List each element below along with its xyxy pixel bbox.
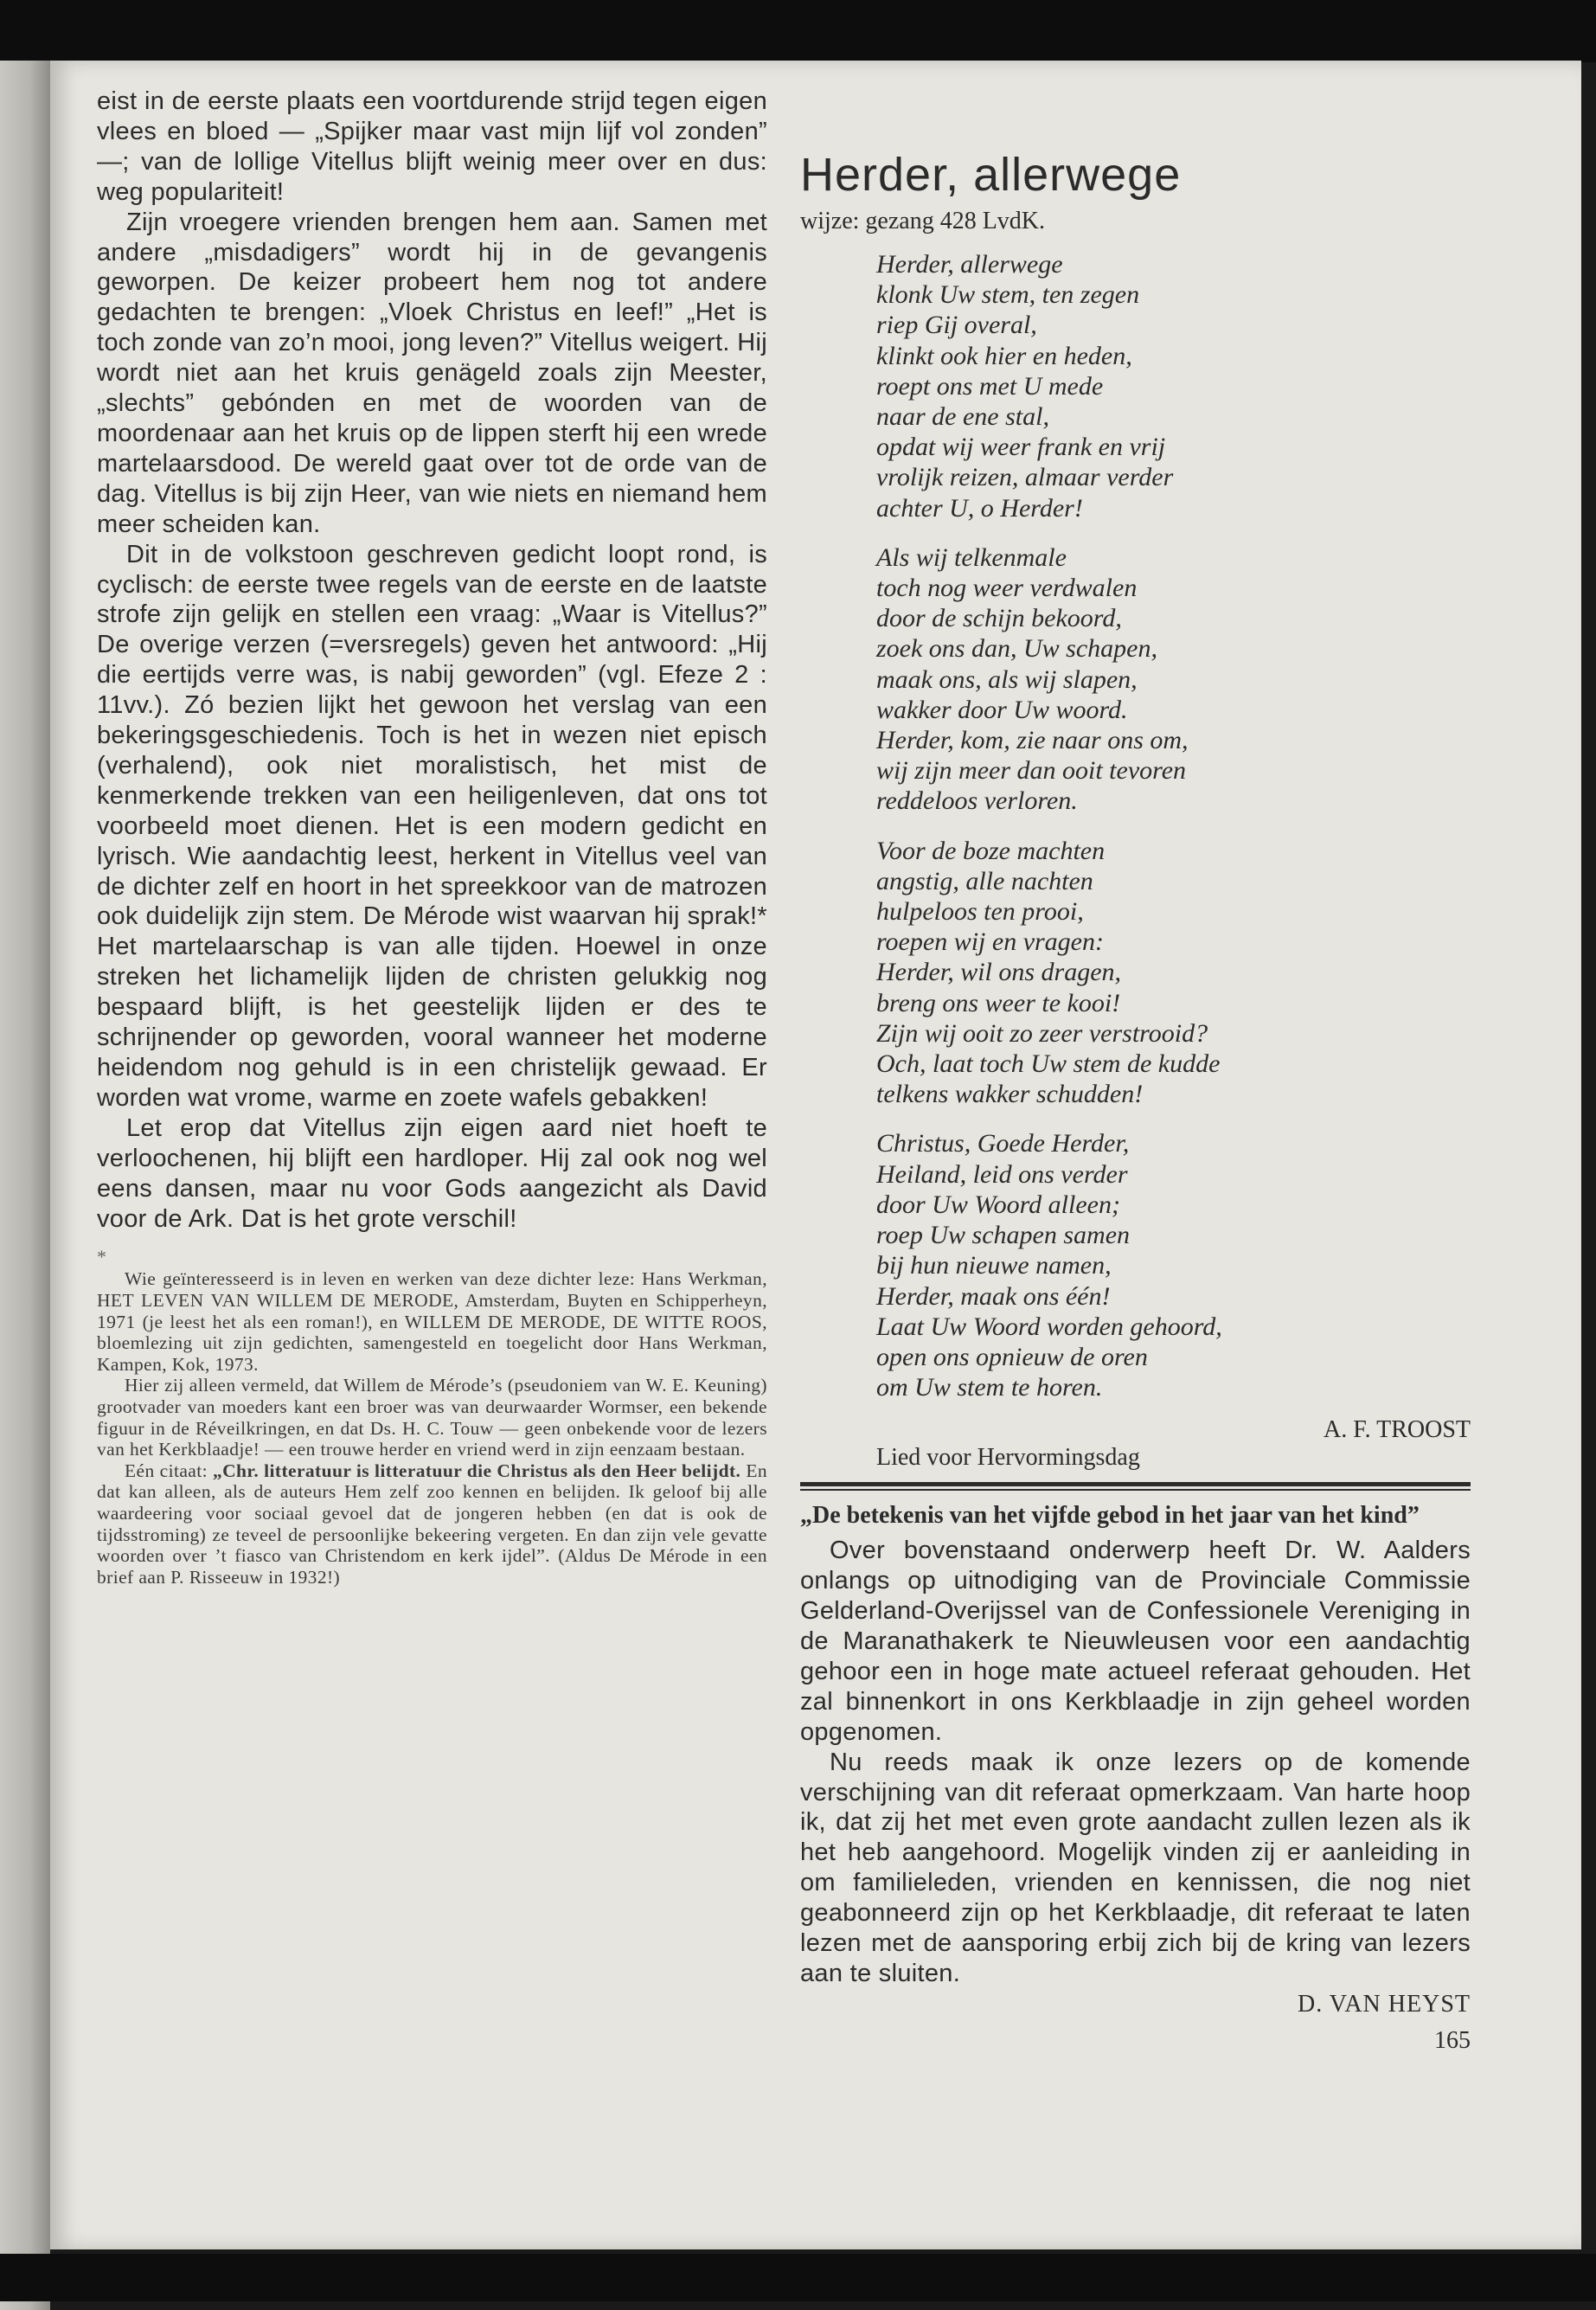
poem-line: breng ons weer te kooi! bbox=[876, 988, 1121, 1017]
poem-line: Och, laat toch Uw stem de kudde bbox=[876, 1049, 1221, 1079]
poem-title: Herder, allerwege bbox=[800, 149, 1182, 201]
article-paragraph: Nu reeds maak ik onze lezers op de komende verschijning van dit referaat opmerkzaam. Van harte hoop ik, dat zij het met even grote aandacht zullen lezen als ik het heb aangehoord. Mogelijk vinden zij er aanleiding in om familieleden, vrienden en kennissen, die nog niet geabonneerd zijn op het Kerkblaadje, dit referaat te laten lezen met de aansporing erbij zich bij de kring van lezers aan te sluiten. bbox=[800, 1748, 1471, 1987]
footnote-marker: * bbox=[97, 1246, 106, 1268]
footnote-paragraph: Wie geïnteresseerd is in leven en werken van deze dichter leze: Hans Werkman, HET LEVEN VAN WILLEM DE MERODE, Amsterdam, Buyten en Schipperheyn, 1971 (je leest het als een roman!), en WILLEM DE MERODE, DE WITTE ROOS, bloemlezing uit zijn gedichten, samengesteld en toegelicht door Hans Werkman, Kampen, Kok, 1973. bbox=[97, 1268, 767, 1375]
poem-stanza bbox=[876, 1128, 1471, 1402]
footnote-paragraph bbox=[97, 1460, 767, 1588]
poem-line: telkens wakker schudden! bbox=[876, 1080, 1144, 1109]
poem-line: Herder, maak ons één! bbox=[876, 1281, 1111, 1311]
poem-line: roept ons met U mede bbox=[876, 371, 1104, 401]
essay-paragraph: Let erop dat Vitellus zijn eigen aard niet hoeft te verloochenen, hij blijft een hardloper. Hij zal ook nog wel eens dansen, maar nu voor Gods aangezicht als David voor de Ark. Dat is het grote verschil! bbox=[97, 1113, 767, 1233]
footnote-lead: Eén citaat: bbox=[125, 1460, 213, 1481]
book-spine-edge bbox=[0, 61, 50, 2310]
poem-line: reddeloos verloren. bbox=[876, 786, 1078, 816]
poem-line: om Uw stem te horen. bbox=[876, 1373, 1103, 1402]
poem-line: naar de ene stal, bbox=[876, 402, 1049, 432]
footnote-quote-rest: En dat kan alleen, als de auteurs Hem zelf zoo kennen en belijden. Ik geloof bij alle waardeering voor sociaal gevoel dat de jongeren hebben (en dat is ook de tijdsstroming) ze teveel de persoonlijke bekeering vergeten. En dan zijn vele gevatte woorden over ’t fiasco van Christendom en kerk ijdel”. (Aldus De Mérode in een brief aan P. Risseeuw in 1932!) bbox=[97, 1460, 767, 1588]
poem-line: open ons opnieuw de oren bbox=[876, 1342, 1148, 1371]
poem-line: opdat wij weer frank en vrij bbox=[876, 433, 1166, 462]
poem-body bbox=[876, 249, 1471, 1402]
poem-tune: wijze: gezang 428 LvdK. bbox=[800, 208, 1046, 234]
essay-body bbox=[97, 87, 767, 1234]
essay-paragraph: eist in de eerste plaats een voortdurende strijd tegen eigen vlees en bloed — „Spijker maar vast mijn lijf vol zonden” —; van de lollige Vitellus blijft weinig meer over en dus: weg populariteit! bbox=[97, 87, 767, 206]
poem-line: Als wij telkenmale bbox=[876, 542, 1067, 572]
scan-border-bottom bbox=[0, 2254, 1596, 2301]
poem-line: bij hun nieuwe namen, bbox=[876, 1251, 1112, 1280]
section-divider bbox=[800, 1482, 1471, 1486]
poem-line: vrolijk reizen, almaar verder bbox=[876, 463, 1174, 492]
poem-line: achter U, o Herder! bbox=[876, 493, 1083, 523]
poem-line: wij zijn meer dan ooit tevoren bbox=[876, 756, 1187, 786]
article-heading: „De betekenis van het vijfde gebod in het jaar van het kind” bbox=[800, 1502, 1420, 1530]
poem-line: door Uw Woord alleen; bbox=[876, 1190, 1120, 1219]
poem-line: zoek ons dan, Uw schapen, bbox=[876, 634, 1157, 664]
poem-stanza bbox=[876, 836, 1471, 1110]
poem-line: klinkt ook hier en heden, bbox=[876, 341, 1132, 370]
poem-line: angstig, alle nachten bbox=[876, 866, 1093, 895]
poem-stanza bbox=[876, 249, 1471, 523]
poem-line: roep Uw schapen samen bbox=[876, 1221, 1131, 1250]
poem-line: toch nog weer verdwalen bbox=[876, 574, 1138, 603]
poem-line: Herder, wil ons dragen, bbox=[876, 958, 1122, 987]
essay-paragraph: Zijn vroegere vrienden brengen hem aan. Samen met andere „misdadigers” wordt hij in de gevangenis geworpen. De keizer probeert hem nog tot andere gedachten te brengen: „Vloek Christus en leef!” „Het is toch zonde van zo’n mooi, jong leven?” Vitellus weigert. Hij wordt niet aan het kruis genägeld zoals zijn Meester, „slechts” gebónden en met de woorden van de moordenaar aan het kruis op de lippen sterft hij een wrede martelaarsdood. De wereld gaat over tot de orde van de dag. Vitellus is bij zijn Heer, van wie niets en niemand hem meer scheiden kan. bbox=[97, 208, 767, 538]
poem-line: Zijn wij ooit zo zeer verstrooid? bbox=[876, 1018, 1208, 1048]
poem-note: Lied voor Hervormingsdag bbox=[876, 1444, 1140, 1472]
footnote-paragraph: Hier zij alleen vermeld, dat Willem de Mérode’s (pseudoniem van W. E. Keuning) grootvader van moeders kant een broer was van deurwaarder Wormser, een bekende figuur in de Réveilkringen, en dat Ds. H. C. Touw — geen onbekende voor de lezers van het Kerkblaadje! — een trouwe herder en vriend werd in zijn eenzaam bestaan. bbox=[97, 1375, 767, 1460]
poem-line: hulpeloos ten prooi, bbox=[876, 897, 1084, 927]
poem-author: A. F. TROOST bbox=[1324, 1416, 1471, 1444]
poem-line: roepen wij en vragen: bbox=[876, 927, 1104, 957]
poem-line: Herder, kom, zie naar ons om, bbox=[876, 726, 1189, 755]
footnote bbox=[97, 1268, 767, 1588]
poem-line: klonk Uw stem, ten zegen bbox=[876, 280, 1140, 310]
section-divider-thin bbox=[800, 1489, 1471, 1491]
article-body bbox=[800, 1536, 1471, 1989]
article-signature: D. VAN HEYST bbox=[1298, 1990, 1471, 2018]
poem-line: Heiland, leid ons verder bbox=[876, 1159, 1128, 1189]
poem-stanza bbox=[876, 542, 1471, 817]
left-column bbox=[97, 87, 767, 1588]
poem-line: Herder, allerwege bbox=[876, 250, 1063, 279]
footnote-quote-bold: „Chr. litteratuur is litteratuur die Christus als den Heer belijdt. bbox=[212, 1460, 741, 1481]
poem-line: door de schijn bekoord, bbox=[876, 604, 1122, 633]
poem-line: wakker door Uw woord. bbox=[876, 695, 1128, 724]
poem-line: riep Gij overal, bbox=[876, 311, 1037, 340]
right-column bbox=[800, 87, 1471, 2055]
poem-line: maak ons, als wij slapen, bbox=[876, 664, 1138, 694]
poem-line: Christus, Goede Herder, bbox=[876, 1129, 1130, 1158]
page-number: 165 bbox=[1434, 2026, 1471, 2054]
poem-line: Laat Uw Woord worden gehoord, bbox=[876, 1312, 1222, 1341]
poem-line: Voor de boze machten bbox=[876, 836, 1106, 865]
scan-border-top bbox=[0, 0, 1596, 62]
essay-paragraph: Dit in de volkstoon geschreven gedicht loopt rond, is cyclisch: de eerste twee regels van de eerste en de laatste strofe zijn gelijk en stellen een vraag: „Waar is Vitellus?” De overige verzen (=versregels) geven het antwoord: „Hij die eertijds verre was, is nabij geworden” (vgl. Efeze 2 : 11vv.). Zó bezien lijkt het gewoon het verslag van een bekeringsgeschiedenis. Toch is het in wezen niet episch (verhalend), ook niet moralistisch, het mist de kenmerkende trekken van een heiligenleven, dat ons tot voorbeeld moet dienen. Het is een modern gedicht en lyrisch. Wie aandachtig leest, herkent in Vitellus veel van de dichter zelf en hoort in het spreekkoor van de matrozen ook duidelijk zijn stem. De Mérode wist waarvan hij sprak!* Het martelaarschap is van alle tijden. Hoewel in onze streken het lichamelijk lijden de christen gelukkig nog bespaard blijft, is het geestelijk lijden er des te schrijnender op geworden, vooral wanneer het moderne heidendom nog gehuld is in een christelijk gewaad. Er worden wat vrome, warme en zoete wafels gebakken! bbox=[97, 540, 767, 1112]
article-paragraph: Over bovenstaand onderwerp heeft Dr. W. Aalders onlangs op uitnodiging van de Provinciale Commissie Gelderland-Overijssel van de Confessionele Vereniging in de Maranathakerk te Nieuwleusen voor een aandachtig gehoor een in hoge mate actueel referaat gehouden. Het zal binnenkort in ons Kerkblaadje in zijn geheel worden opgenomen. bbox=[800, 1537, 1471, 1746]
